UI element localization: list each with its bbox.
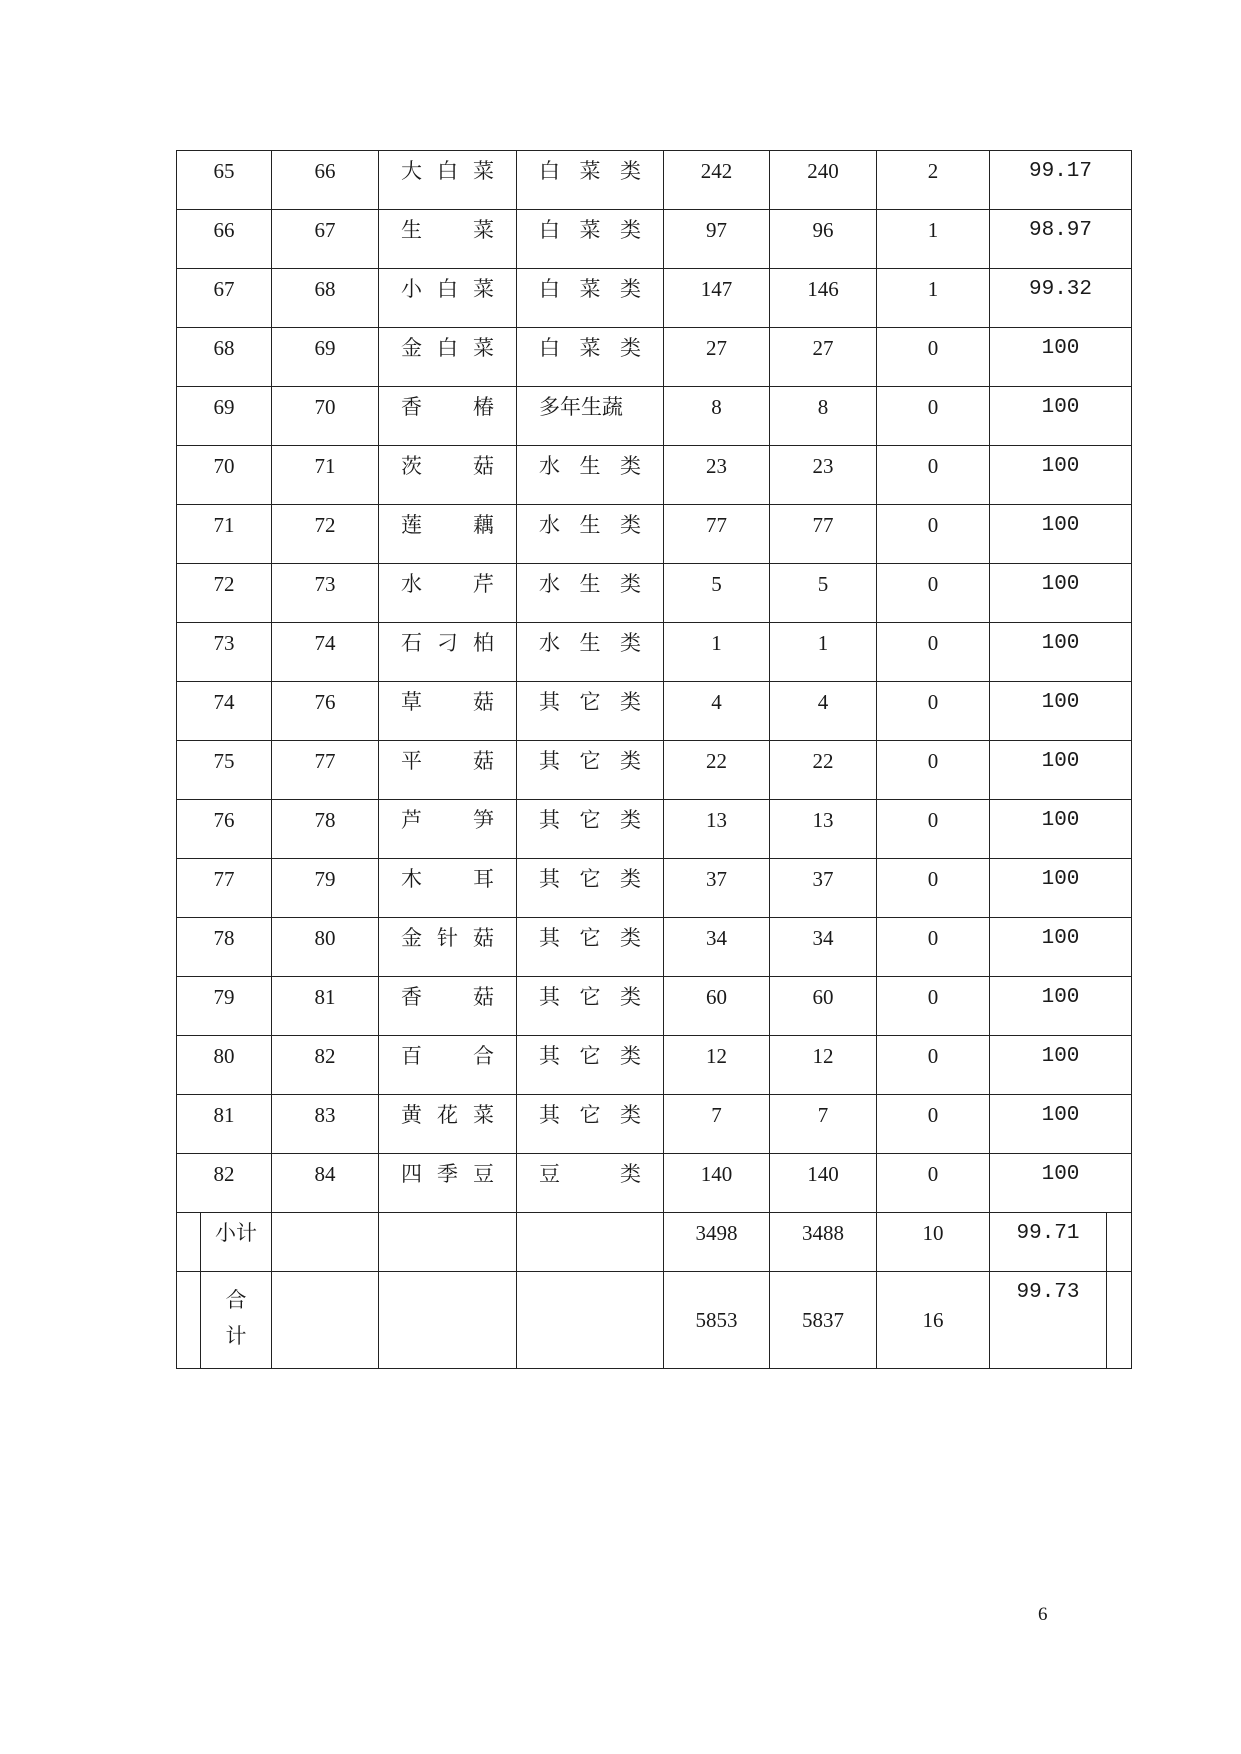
vegetable-name — [379, 328, 516, 359]
pass-rate: 100 — [1041, 337, 1080, 360]
vegetable-category-char: 它 — [579, 749, 601, 773]
sample-total: 8 — [711, 395, 722, 419]
grand-total-fail: 16 — [922, 1307, 944, 1332]
sample-fail: 0 — [927, 513, 939, 537]
vegetable-category-char: 类 — [620, 749, 641, 773]
vegetable-category — [517, 741, 663, 772]
grand-total-label-1: 合 — [225, 1288, 247, 1312]
blank-cell — [177, 1213, 201, 1272]
pass-rate: 100 — [1041, 396, 1080, 419]
table-row — [177, 210, 1132, 269]
sample-total: 77 — [706, 513, 727, 537]
row-index: 78 — [213, 926, 235, 950]
vegetable-category-char: 菜 — [579, 336, 601, 360]
vegetable-category-char: 类 — [620, 631, 641, 655]
subtotal-label: 小计 — [215, 1221, 257, 1245]
vegetable-category-char: 其 — [539, 808, 560, 832]
vegetable-name — [379, 977, 516, 1008]
vegetable-name-char: 金 — [401, 336, 422, 360]
row-index: 82 — [213, 1162, 235, 1186]
table-row — [177, 859, 1132, 918]
item-number: 69 — [314, 336, 336, 360]
table-row — [177, 505, 1132, 564]
vegetable-category-char: 它 — [579, 690, 601, 714]
vegetable-category-char: 菜 — [579, 218, 601, 242]
pass-rate: 100 — [1041, 691, 1080, 714]
page-number: 6 — [1038, 1604, 1048, 1625]
vegetable-category-char: 它 — [579, 1103, 601, 1127]
vegetable-category — [517, 564, 663, 595]
vegetable-category — [517, 1154, 663, 1185]
vegetable-name-char: 刁 — [437, 631, 458, 655]
item-number: 76 — [314, 690, 336, 714]
vegetable-category-char: 它 — [579, 867, 601, 891]
vegetable-category-char: 其 — [539, 1044, 560, 1068]
table-row — [177, 977, 1132, 1036]
vegetable-name-char: 菜 — [473, 1103, 494, 1127]
sample-total: 4 — [711, 690, 722, 714]
vegetable-name-char: 木 — [401, 867, 422, 891]
pass-rate: 99.32 — [1029, 278, 1093, 301]
item-number: 79 — [314, 867, 336, 891]
vegetable-name-char: 椿 — [473, 395, 494, 419]
vegetable-name-char: 莲 — [401, 513, 422, 537]
row-index: 79 — [213, 985, 235, 1009]
vegetable-name-char: 笋 — [473, 808, 494, 832]
vegetable-category-char: 白 — [539, 159, 560, 183]
vegetable-name-char: 大 — [401, 159, 422, 183]
item-number: 84 — [314, 1162, 336, 1186]
sample-pass: 1 — [817, 631, 829, 655]
sample-fail: 0 — [927, 690, 939, 714]
subtotal-row — [177, 1213, 1132, 1272]
sample-pass: 60 — [812, 985, 834, 1009]
vegetable-category-char: 菜 — [579, 159, 601, 183]
vegetable-name-char: 四 — [401, 1162, 422, 1186]
vegetable-category-char: 它 — [579, 1044, 601, 1068]
vegetable-name — [379, 918, 516, 949]
grand-total-row — [177, 1272, 1132, 1369]
pass-rate: 98.97 — [1029, 219, 1093, 242]
sample-fail: 0 — [927, 336, 939, 360]
sample-total: 7 — [711, 1103, 722, 1127]
vegetable-category-char: 多年生蔬 — [539, 395, 623, 419]
vegetable-category-char: 菜 — [579, 277, 601, 301]
vegetable-name-char: 茨 — [401, 454, 422, 478]
vegetable-name-char: 石 — [401, 631, 422, 655]
vegetable-category — [517, 269, 663, 300]
sample-total: 12 — [706, 1044, 727, 1068]
pass-rate: 100 — [1041, 514, 1080, 537]
vegetable-category-char: 豆 — [539, 1162, 560, 1186]
sample-total: 37 — [706, 867, 727, 891]
table-row — [177, 328, 1132, 387]
sample-pass: 12 — [812, 1044, 834, 1068]
sample-pass: 140 — [807, 1162, 839, 1186]
vegetable-category — [517, 682, 663, 713]
vegetable-category-char: 类 — [620, 336, 641, 360]
row-index: 70 — [213, 454, 235, 478]
pass-rate: 100 — [1041, 455, 1080, 478]
table-row — [177, 446, 1132, 505]
sample-fail: 0 — [927, 395, 939, 419]
row-index: 72 — [213, 572, 235, 596]
row-index: 77 — [213, 867, 235, 891]
sample-pass: 13 — [812, 808, 834, 832]
item-number: 83 — [314, 1103, 336, 1127]
table-row — [177, 800, 1132, 859]
blank-cell — [177, 1272, 201, 1369]
vegetable-category-char: 水 — [539, 513, 560, 537]
pass-rate: 100 — [1041, 1104, 1080, 1127]
vegetable-name-char: 菜 — [473, 277, 494, 301]
vegetable-category-char: 类 — [620, 985, 641, 1009]
subtotal-pass: 3488 — [802, 1221, 844, 1245]
vegetable-name — [379, 1095, 516, 1126]
vegetable-name-char: 菇 — [473, 690, 494, 714]
item-number: 80 — [314, 926, 336, 950]
vegetable-category-char: 白 — [539, 336, 560, 360]
vegetable-name-char: 针 — [437, 926, 458, 950]
vegetable-category — [517, 446, 663, 477]
sample-fail: 2 — [927, 159, 939, 183]
vegetable-category-char: 类 — [620, 454, 641, 478]
vegetable-name-char: 芹 — [473, 572, 494, 596]
sample-total: 60 — [706, 985, 727, 1009]
item-number: 77 — [314, 749, 336, 773]
sample-pass: 8 — [817, 395, 829, 419]
vegetable-category-char: 类 — [620, 218, 641, 242]
row-index: 74 — [213, 690, 235, 714]
sample-total: 34 — [706, 926, 727, 950]
table-row — [177, 682, 1132, 741]
pass-rate: 100 — [1041, 809, 1080, 832]
sample-total: 5 — [711, 572, 722, 596]
sample-fail: 0 — [927, 572, 939, 596]
vegetable-name — [379, 1036, 516, 1067]
table-row — [177, 1154, 1132, 1213]
sample-pass: 27 — [812, 336, 834, 360]
vegetable-name — [379, 741, 516, 772]
sample-fail: 0 — [927, 1103, 939, 1127]
sample-fail: 0 — [927, 631, 939, 655]
vegetable-name — [379, 269, 516, 300]
sample-pass: 4 — [817, 690, 829, 714]
vegetable-name — [379, 446, 516, 477]
inspection-results-table — [176, 150, 1132, 1369]
vegetable-category — [517, 328, 663, 359]
row-index: 75 — [213, 749, 235, 773]
row-index: 69 — [213, 395, 235, 419]
vegetable-name — [379, 210, 516, 241]
vegetable-category — [517, 387, 663, 418]
sample-fail: 0 — [927, 926, 939, 950]
vegetable-category-char: 生 — [579, 454, 601, 478]
vegetable-name-char: 花 — [437, 1103, 458, 1127]
vegetable-name — [379, 859, 516, 890]
vegetable-category-char: 它 — [579, 985, 601, 1009]
row-index: 71 — [213, 513, 235, 537]
vegetable-name-char: 白 — [437, 277, 458, 301]
vegetable-name — [379, 151, 516, 182]
sample-pass: 96 — [812, 218, 834, 242]
table-row — [177, 387, 1132, 446]
table-row — [177, 741, 1132, 800]
vegetable-category-char: 其 — [539, 690, 560, 714]
vegetable-name-char: 菜 — [473, 218, 494, 242]
vegetable-name — [379, 505, 516, 536]
pass-rate: 100 — [1041, 573, 1080, 596]
vegetable-name-char: 香 — [401, 395, 422, 419]
vegetable-name-char: 耳 — [473, 867, 494, 891]
vegetable-category — [517, 1036, 663, 1067]
sample-total: 97 — [706, 218, 727, 242]
item-number: 73 — [314, 572, 336, 596]
table-row — [177, 1095, 1132, 1154]
sample-fail: 0 — [927, 749, 939, 773]
subtotal-rate: 99.71 — [1016, 1222, 1080, 1245]
pass-rate: 100 — [1041, 632, 1080, 655]
vegetable-category-char: 类 — [620, 572, 641, 596]
vegetable-category-char: 类 — [620, 277, 641, 301]
row-index: 65 — [213, 159, 235, 183]
sample-pass: 22 — [812, 749, 834, 773]
sample-fail: 0 — [927, 1162, 939, 1186]
sample-fail: 0 — [927, 1044, 939, 1068]
vegetable-category-char: 其 — [539, 749, 560, 773]
vegetable-name-char: 合 — [473, 1044, 494, 1068]
row-index: 81 — [213, 1103, 235, 1127]
vegetable-category-char: 类 — [620, 1044, 641, 1068]
table-row — [177, 151, 1132, 210]
vegetable-category-char: 类 — [620, 1162, 641, 1186]
vegetable-category — [517, 151, 663, 182]
vegetable-category-char: 类 — [620, 926, 641, 950]
vegetable-name-char: 小 — [401, 277, 422, 301]
vegetable-category-char: 它 — [579, 926, 601, 950]
item-number: 68 — [314, 277, 336, 301]
sample-total: 13 — [706, 808, 727, 832]
vegetable-name — [379, 1154, 516, 1185]
vegetable-category-char: 类 — [620, 690, 641, 714]
vegetable-name-char: 菇 — [473, 749, 494, 773]
vegetable-category-char: 水 — [539, 572, 560, 596]
sample-fail: 1 — [927, 218, 939, 242]
vegetable-category-char: 类 — [620, 1103, 641, 1127]
sample-total: 242 — [700, 159, 733, 183]
vegetable-category-char: 其 — [539, 1103, 560, 1127]
row-index: 68 — [213, 336, 235, 360]
subtotal-fail: 10 — [922, 1221, 944, 1245]
vegetable-category-char: 类 — [620, 513, 641, 537]
vegetable-category — [517, 210, 663, 241]
vegetable-name — [379, 623, 516, 654]
vegetable-name — [379, 564, 516, 595]
pass-rate: 100 — [1041, 868, 1080, 891]
vegetable-name-char: 菇 — [473, 454, 494, 478]
sample-total: 147 — [700, 277, 733, 301]
sample-pass: 37 — [812, 867, 834, 891]
item-number: 70 — [314, 395, 336, 419]
vegetable-category-char: 水 — [539, 631, 560, 655]
vegetable-name-char: 季 — [437, 1162, 458, 1186]
grand-total-rate: 99.73 — [1016, 1281, 1080, 1304]
vegetable-category — [517, 859, 663, 890]
vegetable-category-char: 其 — [539, 985, 560, 1009]
vegetable-category-char: 水 — [539, 454, 560, 478]
vegetable-category-char: 类 — [620, 159, 641, 183]
grand-total-pass: 5837 — [802, 1307, 844, 1332]
sample-fail: 0 — [927, 454, 939, 478]
vegetable-name-char: 豆 — [473, 1162, 494, 1186]
sample-total: 1 — [711, 631, 722, 655]
pass-rate: 100 — [1041, 927, 1080, 950]
sample-pass: 7 — [817, 1103, 829, 1127]
pass-rate: 99.17 — [1029, 160, 1093, 183]
item-number: 78 — [314, 808, 336, 832]
pass-rate: 100 — [1041, 986, 1080, 1009]
vegetable-name-char: 香 — [401, 985, 422, 1009]
vegetable-name-char: 草 — [401, 690, 422, 714]
sample-fail: 0 — [927, 808, 939, 832]
vegetable-category — [517, 918, 663, 949]
sample-fail: 1 — [927, 277, 939, 301]
table-row — [177, 564, 1132, 623]
table-row — [177, 918, 1132, 977]
sample-pass: 240 — [807, 159, 839, 183]
vegetable-category — [517, 977, 663, 1008]
sample-pass: 77 — [812, 513, 834, 537]
vegetable-name-char: 菜 — [473, 336, 494, 360]
vegetable-category-char: 生 — [579, 572, 601, 596]
grand-total-label-2: 计 — [225, 1324, 247, 1348]
vegetable-name — [379, 387, 516, 418]
table-row — [177, 1036, 1132, 1095]
vegetable-name-char: 芦 — [401, 808, 422, 832]
vegetable-name — [379, 800, 516, 831]
sample-total: 27 — [706, 336, 727, 360]
vegetable-name-char: 菇 — [473, 985, 494, 1009]
item-number: 72 — [314, 513, 336, 537]
row-index: 73 — [213, 631, 235, 655]
sample-pass: 146 — [807, 277, 839, 301]
item-number: 67 — [314, 218, 336, 242]
vegetable-category-char: 白 — [539, 277, 560, 301]
vegetable-name-char: 菇 — [473, 926, 494, 950]
vegetable-name-char: 白 — [437, 159, 458, 183]
vegetable-name-char: 柏 — [473, 631, 494, 655]
vegetable-name-char: 金 — [401, 926, 422, 950]
sample-fail: 0 — [927, 985, 939, 1009]
sample-total: 23 — [706, 454, 727, 478]
table-row — [177, 269, 1132, 328]
sample-pass: 23 — [812, 454, 834, 478]
item-number: 71 — [314, 454, 336, 478]
vegetable-category-char: 其 — [539, 926, 560, 950]
vegetable-category-char: 类 — [620, 867, 641, 891]
item-number: 74 — [314, 631, 336, 655]
subtotal-total: 3498 — [695, 1221, 738, 1245]
table-row — [177, 623, 1132, 682]
item-number: 82 — [314, 1044, 336, 1068]
item-number: 81 — [314, 985, 336, 1009]
vegetable-name — [379, 682, 516, 713]
row-index: 66 — [213, 218, 235, 242]
vegetable-category — [517, 800, 663, 831]
vegetable-name-char: 平 — [401, 749, 422, 773]
table-body — [177, 151, 1132, 1213]
sample-total: 140 — [700, 1162, 733, 1186]
vegetable-category-char: 其 — [539, 867, 560, 891]
vegetable-category-char: 生 — [579, 631, 601, 655]
pass-rate: 100 — [1041, 1163, 1080, 1186]
grand-total-total: 5853 — [695, 1307, 738, 1332]
pass-rate: 100 — [1041, 1045, 1080, 1068]
vegetable-category — [517, 623, 663, 654]
vegetable-category — [517, 1095, 663, 1126]
pass-rate: 100 — [1041, 750, 1080, 773]
sample-total: 22 — [706, 749, 727, 773]
vegetable-name-char: 藕 — [473, 513, 494, 537]
vegetable-name-char: 黄 — [401, 1103, 422, 1127]
row-index: 67 — [213, 277, 235, 301]
vegetable-category-char: 生 — [579, 513, 601, 537]
vegetable-name-char: 菜 — [473, 159, 494, 183]
sample-fail: 0 — [927, 867, 939, 891]
vegetable-category-char: 白 — [539, 218, 560, 242]
vegetable-category-char: 它 — [579, 808, 601, 832]
row-index: 80 — [213, 1044, 235, 1068]
vegetable-name-char: 百 — [401, 1044, 422, 1068]
sample-pass: 5 — [817, 572, 829, 596]
vegetable-name-char: 生 — [401, 218, 422, 242]
sample-pass: 34 — [812, 926, 834, 950]
item-number: 66 — [314, 159, 336, 183]
row-index: 76 — [213, 808, 235, 832]
vegetable-name-char: 水 — [401, 572, 422, 596]
vegetable-category-char: 类 — [620, 808, 641, 832]
vegetable-category — [517, 505, 663, 536]
vegetable-name-char: 白 — [437, 336, 458, 360]
